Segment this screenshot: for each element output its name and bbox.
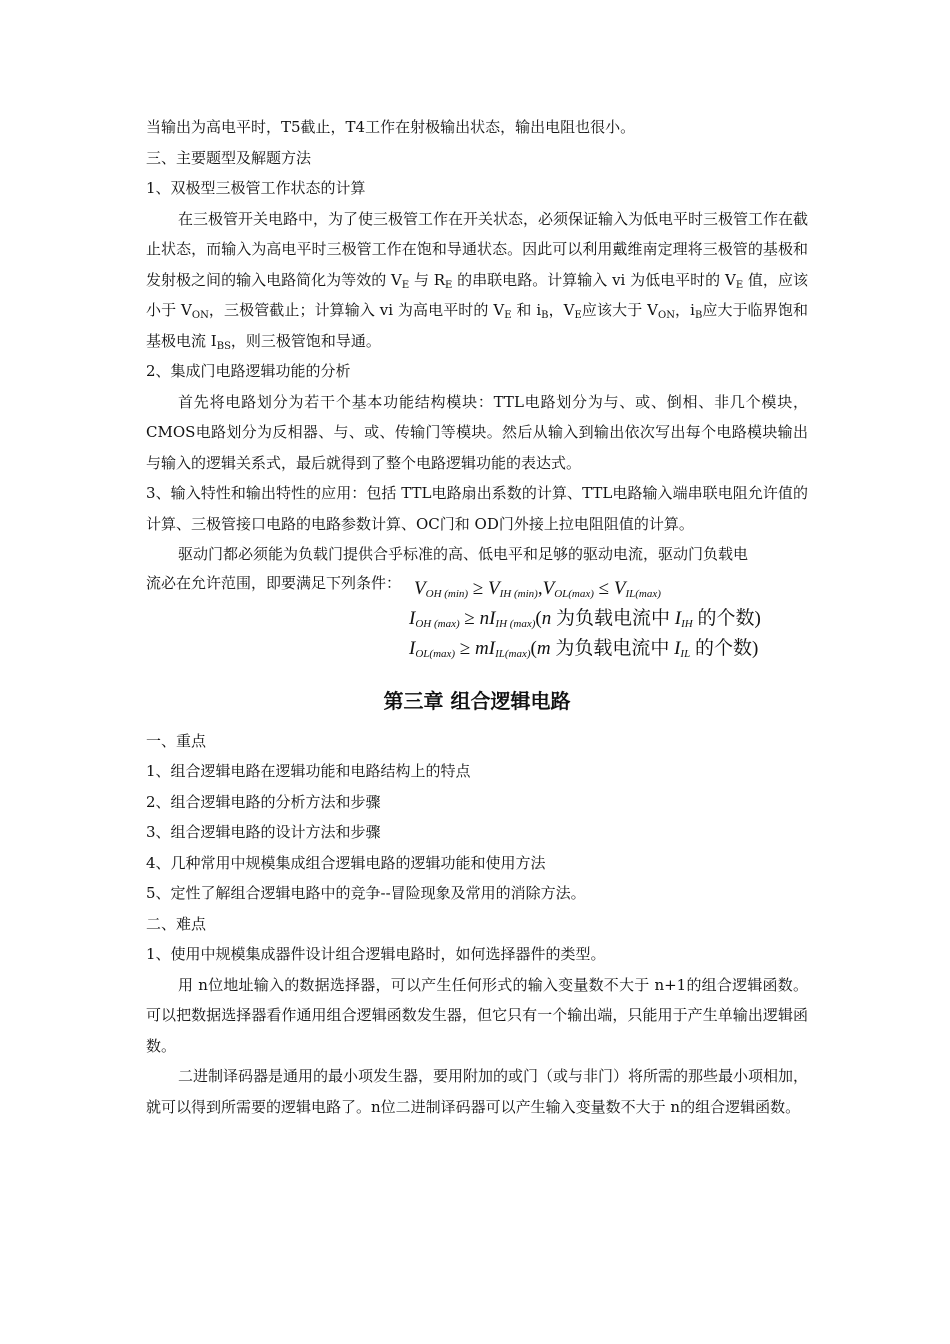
list-item-key-point: 1、组合逻辑电路在逻辑功能和电路结构上的特点 <box>146 762 471 780</box>
paragraph-drive-gate: 驱动门都必须能为负载门提供合乎标准的高、低电平和足够的驱动电流，驱动门负载电 <box>178 545 749 563</box>
list-item-key-point: 2、组合逻辑电路的分析方法和步骤 <box>146 792 381 811</box>
formula-high-current-condition: $I_{OH (max)} \ge nI_{IH (max)}(n$ 为负载电流中 $I_{IH}$ 的个数) <box>409 607 761 630</box>
formula-voltage-condition: $V_{OH (min)} \ge V_{IH (min)},V_{OL(max)} \le V_{IL(max)}$ <box>414 577 661 600</box>
list-item-key-point: 3、组合逻辑电路的设计方法和步骤 <box>146 823 381 841</box>
list-item-key-point: 4、几种常用中规模集成组合逻辑电路的逻辑功能和使用方法 <box>146 853 546 872</box>
paragraph-binary-decoder: 二进制译码器是通用的最小项发生器，要用附加的或门（或与非门）将所需的那些最小项相加，就可以得到所需要的逻辑电路了。n位二进制译码器可以产生输入变量数不大于 n的组合逻辑函数。 <box>146 1067 809 1116</box>
paragraph-gate-analysis: 首先将电路划分为若干个基本功能结构模块：TTL电路划分为与、或、倒相、非几个模块，CMOS电路划分为反相器、与、或、传输门等模块。然后从输入到输出依次写出每个电路模块输出与输入的逻辑关系式，最后就得到了整个电路逻辑功能的表达式。 <box>146 392 808 472</box>
drive-conditions-lead: 流必在允许范围，即要满足下列条件： <box>146 573 402 592</box>
list-item-difficulty: 1、使用中规模集成器件设计组合逻辑电路时，如何选择器件的类型。 <box>146 945 606 963</box>
formula-block <box>409 574 761 664</box>
heading-key-points: 一、重点 <box>146 731 207 750</box>
list-item-key-point: 5、定性了解组合逻辑电路中的竞争--冒险现象及常用的消除方法。 <box>146 884 586 902</box>
paragraph-data-selector: 用 n位地址输入的数据选择器，可以产生任何形式的输入变量数不大于 n+1的组合逻辑函数。可以把数据选择器看作通用组合逻辑函数发生器，但它只有一个输出端，只能用于产生单输出逻辑函数。 <box>146 975 808 1055</box>
text-line-output-high: 当输出为高电平时，T5截止，T4工作在射极输出状态，输出电阻也很小。 <box>146 118 636 136</box>
paragraph-io-characteristics: 3、输入特性和输出特性的应用：包括 TTL电路扇出系数的计算、TTL电路输入端串联电阻允许值的计算、三极管接口电路的电路参数计算、OC门和 OD门外接上拉电阻阻值的计算。 <box>146 484 808 533</box>
paragraph-bjt-switch: 在三极管开关电路中，为了使三极管工作在开关状态，必须保证输入为低电平时三极管工作在截止状态，而输入为高电平时三极管工作在饱和导通状态。因此可以利用戴维南定理将三极管的基极和发射极之间的输入电路简化为等效的 $V_E$ 与 $R_E$ 的串联电路。计算输入 vi 为低电平时的 $V_E$ 值，应该小于 $V_{ON}$，三极管截止；计算输入 vi 为高电平时的 $V_E$ 和 $i_B$，$V_E$应该大于 $V_{ON}$，$i_B$应大于临界饱和基极电流 $I_{BS}$，则三极管饱和导通。 <box>146 209 809 352</box>
formula-low-current-condition: $I_{OL(max)} \ge mI_{IL(max)}(m$ 为负载电流中 $I_{IL}$ 的个数) <box>409 637 759 660</box>
heading-main-problem-types: 三、主要题型及解题方法 <box>146 148 312 167</box>
chapter-title: 第三章 组合逻辑电路 <box>383 688 571 713</box>
heading-gate-logic-analysis: 2、集成门电路逻辑功能的分析 <box>146 362 351 380</box>
drive-conditions-row <box>146 568 808 664</box>
heading-difficulties: 二、难点 <box>146 914 207 933</box>
heading-bjt-state-calc: 1、双极型三极管工作状态的计算 <box>146 179 366 197</box>
page-content <box>146 112 808 1122</box>
